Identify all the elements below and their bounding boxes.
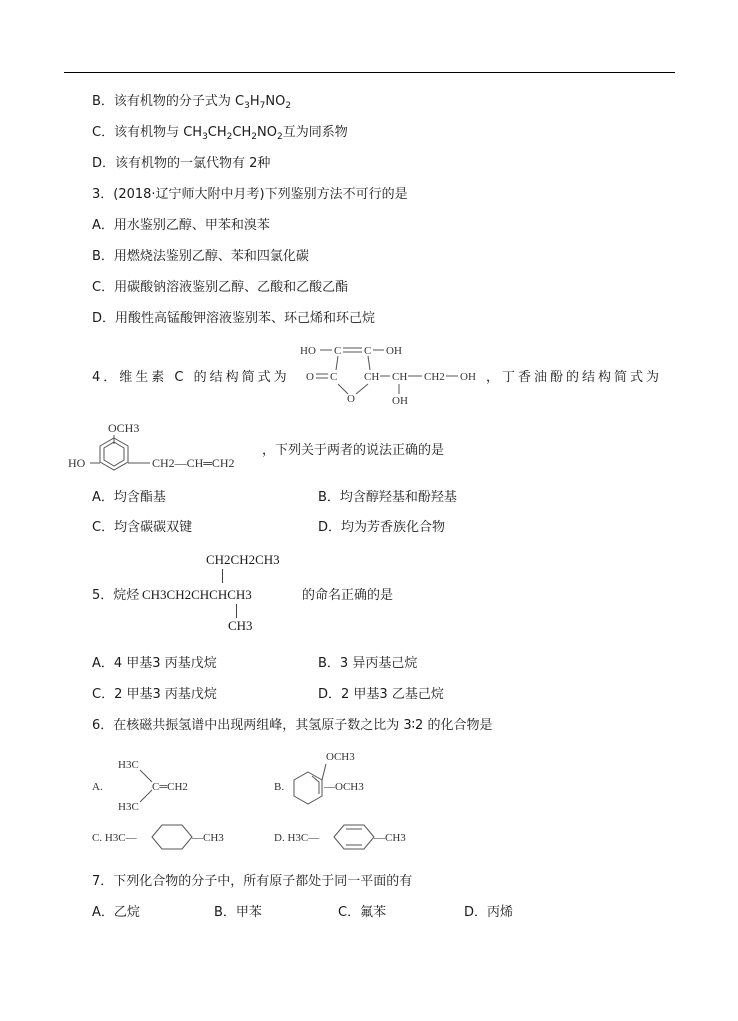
vitamin-c-structure: [298, 338, 488, 408]
q4-option-c: C．均含碳碳双键: [92, 520, 193, 535]
q6-stem: 6．在核磁共振氢谱中出现两组峰，其氢原子数之比为 3∶2 的化合物是: [92, 718, 493, 733]
eugenol-ho: HO: [68, 456, 86, 470]
svg-text:OH: OH: [460, 371, 476, 383]
svg-text:O: O: [306, 371, 314, 383]
q3-option-c: C．用碳酸钠溶液鉴别乙醇、乙酸和乙酸乙酯: [92, 280, 349, 295]
eugenol-chain: CH2—CH═CH2: [152, 456, 235, 470]
q5-stem-b: 的命名正确的是: [302, 588, 394, 603]
q7-stem: 7．下列化合物的分子中，所有原子都处于同一平面的有: [92, 874, 413, 889]
q2-option-c: C．该有机物与 $CH_3CH_2CH_2NO_2$互为同系物: [92, 125, 348, 142]
svg-text:C: C: [364, 345, 372, 357]
svg-text:C: C: [334, 345, 342, 357]
q6-option-b-structure: [272, 744, 412, 820]
q4-option-d: D．均为芳香族化合物: [318, 520, 446, 535]
svg-text:H3C: H3C: [118, 801, 139, 813]
q5-option-d: D．2 甲基3 乙基己烷: [318, 687, 444, 702]
q5-stem-a: 5．烷烃: [92, 588, 140, 603]
svg-text:CH2: CH2: [424, 371, 445, 383]
q6-option-a-structure: [88, 750, 228, 816]
q5-formula-bot: CH3: [228, 618, 253, 633]
q7-option-c: C．氟苯: [338, 905, 387, 920]
q5-option-a: A．4 甲基3 丙基戊烷: [92, 656, 217, 671]
svg-text:B.: B.: [274, 781, 285, 793]
svg-text:—OCH3: —OCH3: [324, 781, 364, 793]
q4-option-a: A．均含酯基: [92, 490, 166, 505]
svg-text:D. H3C—: D. H3C—: [274, 832, 320, 844]
svg-text:—CH3: —CH3: [374, 832, 406, 844]
svg-text:H3C: H3C: [118, 759, 139, 771]
q3-stem: 3．(2018·辽宁师大附中月考)下列鉴别方法不可行的是: [92, 187, 408, 202]
svg-text:OCH3: OCH3: [326, 751, 355, 763]
header-rule: [64, 72, 675, 73]
svg-text:A.: A.: [92, 781, 103, 793]
q5-option-b: B．3 异丙基己烷: [318, 656, 418, 671]
q7-option-b: B．甲苯: [214, 905, 262, 920]
q4-stem-c: ，下列关于两者的说法正确的是: [262, 443, 445, 458]
svg-text:C. H3C—: C. H3C—: [92, 832, 137, 844]
svg-text:O: O: [347, 393, 355, 405]
eugenol-och3: OCH3: [108, 421, 140, 435]
svg-text:—CH3: —CH3: [192, 832, 224, 844]
q5-formula-top: CH2CH2CH3: [206, 552, 280, 567]
svg-text:OH: OH: [386, 345, 402, 357]
q6-option-d-structure: [272, 820, 452, 856]
svg-text:C═CH2: C═CH2: [152, 781, 188, 793]
q3-option-b: B．用燃烧法鉴别乙醇、苯和四氯化碳: [92, 249, 309, 264]
q5-formula-mid: CH3CH2CHCHCH3: [142, 587, 252, 602]
q6-option-c-structure: [88, 820, 268, 856]
svg-text:CH: CH: [392, 371, 408, 383]
q2-option-b: B．该有机物的分子式为 $C_3H_7NO_2$: [92, 94, 292, 111]
svg-text:C: C: [330, 371, 338, 383]
q2-option-d: D．该有机物的一氯代物有 2种: [92, 156, 271, 171]
q3-option-d: D．用酸性高锰酸钾溶液鉴别苯、环己烯和环己烷: [92, 311, 376, 326]
svg-text:CH: CH: [364, 371, 380, 383]
q7-option-a: A．乙烷: [92, 905, 140, 920]
q4-option-b: B．均含醇羟基和酚羟基: [318, 490, 457, 505]
q7-option-d: D．丙烯: [464, 905, 514, 920]
q4-stem-a: 4．维生素 C 的结构简式为: [92, 370, 290, 385]
svg-text:OH: OH: [392, 395, 408, 407]
eugenol-structure: [66, 418, 266, 474]
vitc-ho: HO: [300, 345, 316, 357]
q4-stem-b: ，丁香油酚的结构简式为: [486, 370, 663, 385]
q5-bond-top: [222, 569, 223, 583]
q5-bond-bottom: [236, 604, 237, 618]
q3-option-a: A．用水鉴别乙醇、甲苯和溴苯: [92, 218, 270, 233]
q5-option-c: C．2 甲基3 丙基戊烷: [92, 687, 217, 702]
